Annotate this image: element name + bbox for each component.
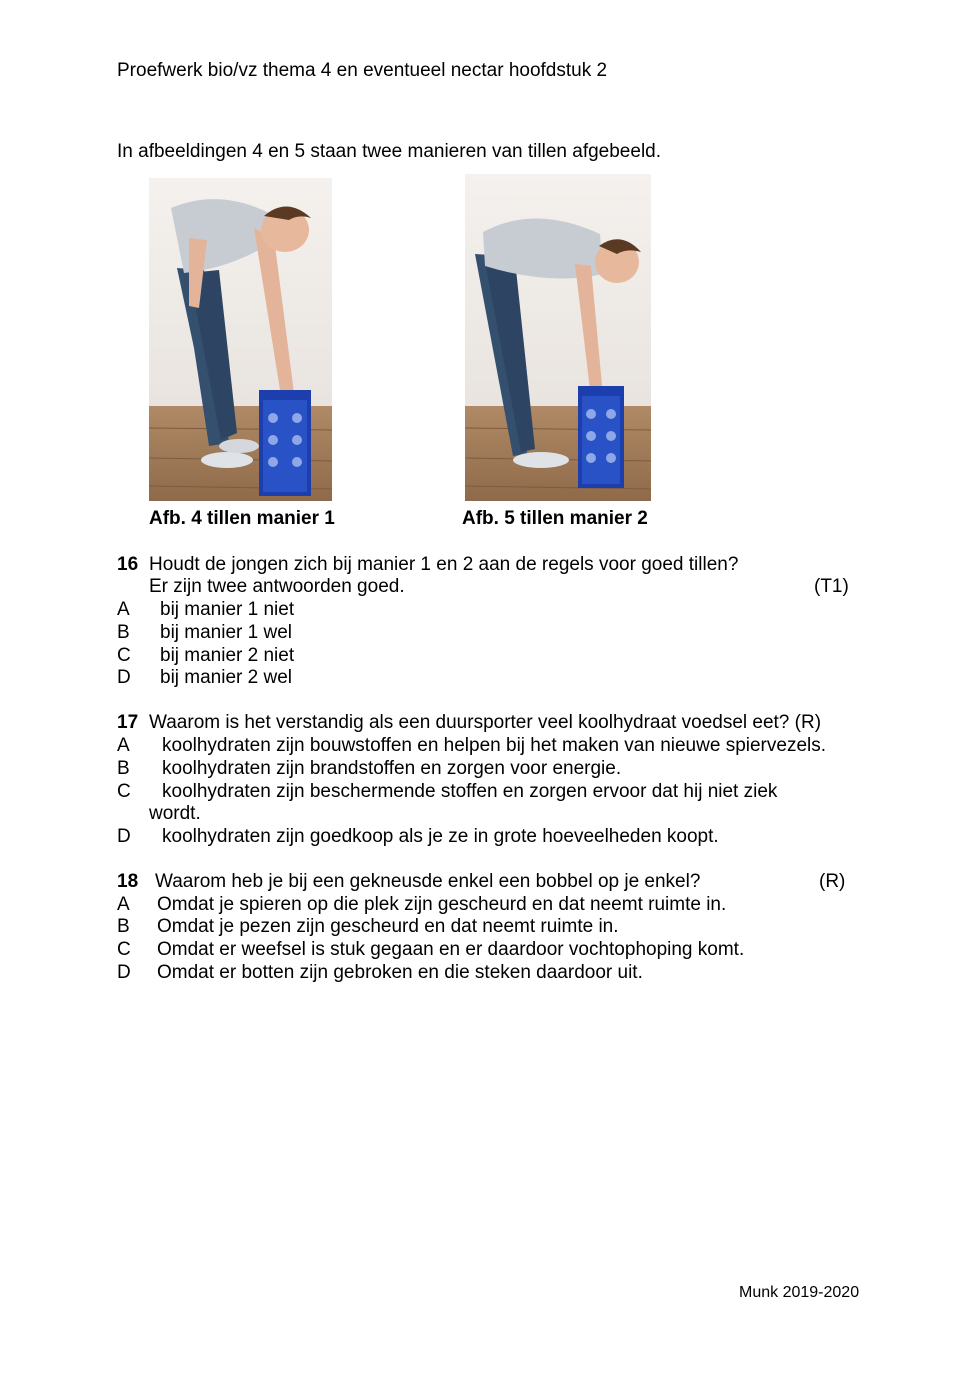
- option-text: koolhydraten zijn brandstoffen en zorgen voor energie.: [162, 758, 622, 779]
- option-text: bij manier 1 wel: [160, 622, 292, 643]
- option-letter: D: [117, 667, 131, 688]
- question-tag: (R): [819, 871, 846, 892]
- option-text: Omdat er weefsel is stuk gegaan en er daardoor vochtophoping komt.: [157, 939, 745, 960]
- figure-caption: Afb. 5 tillen manier 2: [462, 508, 648, 529]
- question-number: 17: [117, 712, 139, 733]
- question-text: Er zijn twee antwoorden goed.: [149, 576, 405, 597]
- option-text: bij manier 2 niet: [160, 645, 295, 666]
- photo-lifting-method-1: [149, 178, 332, 501]
- option-text: Omdat je pezen zijn gescheurd en dat neemt ruimte in.: [157, 916, 619, 937]
- option-letter: A: [117, 894, 130, 915]
- boy-lifting-crate-image: [149, 178, 332, 501]
- figure-caption: Afb. 4 tillen manier 1: [149, 508, 335, 529]
- option-text: koolhydraten zijn bouwstoffen en helpen bij het maken van nieuwe spiervezels.: [162, 735, 827, 756]
- question-text: Waarom heb je bij een gekneusde enkel een bobbel op je enkel?: [155, 871, 701, 892]
- option-letter: A: [117, 599, 130, 620]
- question-text: Houdt de jongen zich bij manier 1 en 2 aan de regels voor goed tillen?: [149, 554, 739, 575]
- question-tag: (T1): [814, 576, 849, 597]
- question-number: 18: [117, 871, 139, 892]
- option-letter: B: [117, 758, 130, 779]
- boy-lifting-crate-image: [465, 174, 651, 501]
- intro-text: In afbeeldingen 4 en 5 staan twee manieren van tillen afgebeeld.: [117, 141, 662, 162]
- option-text: koolhydraten zijn beschermende stoffen en zorgen ervoor dat hij niet ziek: [162, 781, 778, 802]
- option-text: koolhydraten zijn goedkoop als je ze in grote hoeveelheden koopt.: [162, 826, 719, 847]
- page-footer: Munk 2019-2020: [739, 1284, 860, 1301]
- page-header: Proefwerk bio/vz thema 4 en eventueel nectar hoofdstuk 2: [117, 60, 608, 81]
- option-letter: A: [117, 735, 130, 756]
- option-letter: D: [117, 962, 131, 983]
- option-letter: C: [117, 939, 131, 960]
- option-text: bij manier 1 niet: [160, 599, 295, 620]
- photo-lifting-method-2: [465, 174, 651, 501]
- option-text: bij manier 2 wel: [160, 667, 292, 688]
- option-letter: B: [117, 916, 130, 937]
- question-number: 16: [117, 554, 139, 575]
- option-letter: B: [117, 622, 130, 643]
- option-letter: C: [117, 645, 131, 666]
- option-text-continuation: wordt.: [149, 803, 201, 824]
- option-text: Omdat er botten zijn gebroken en die steken daardoor uit.: [157, 962, 643, 983]
- option-letter: D: [117, 826, 131, 847]
- option-text: Omdat je spieren op die plek zijn gescheurd en dat neemt ruimte in.: [157, 894, 727, 915]
- question-text: Waarom is het verstandig als een duursporter veel koolhydraat voedsel eet? (R): [149, 712, 822, 733]
- option-letter: C: [117, 781, 131, 802]
